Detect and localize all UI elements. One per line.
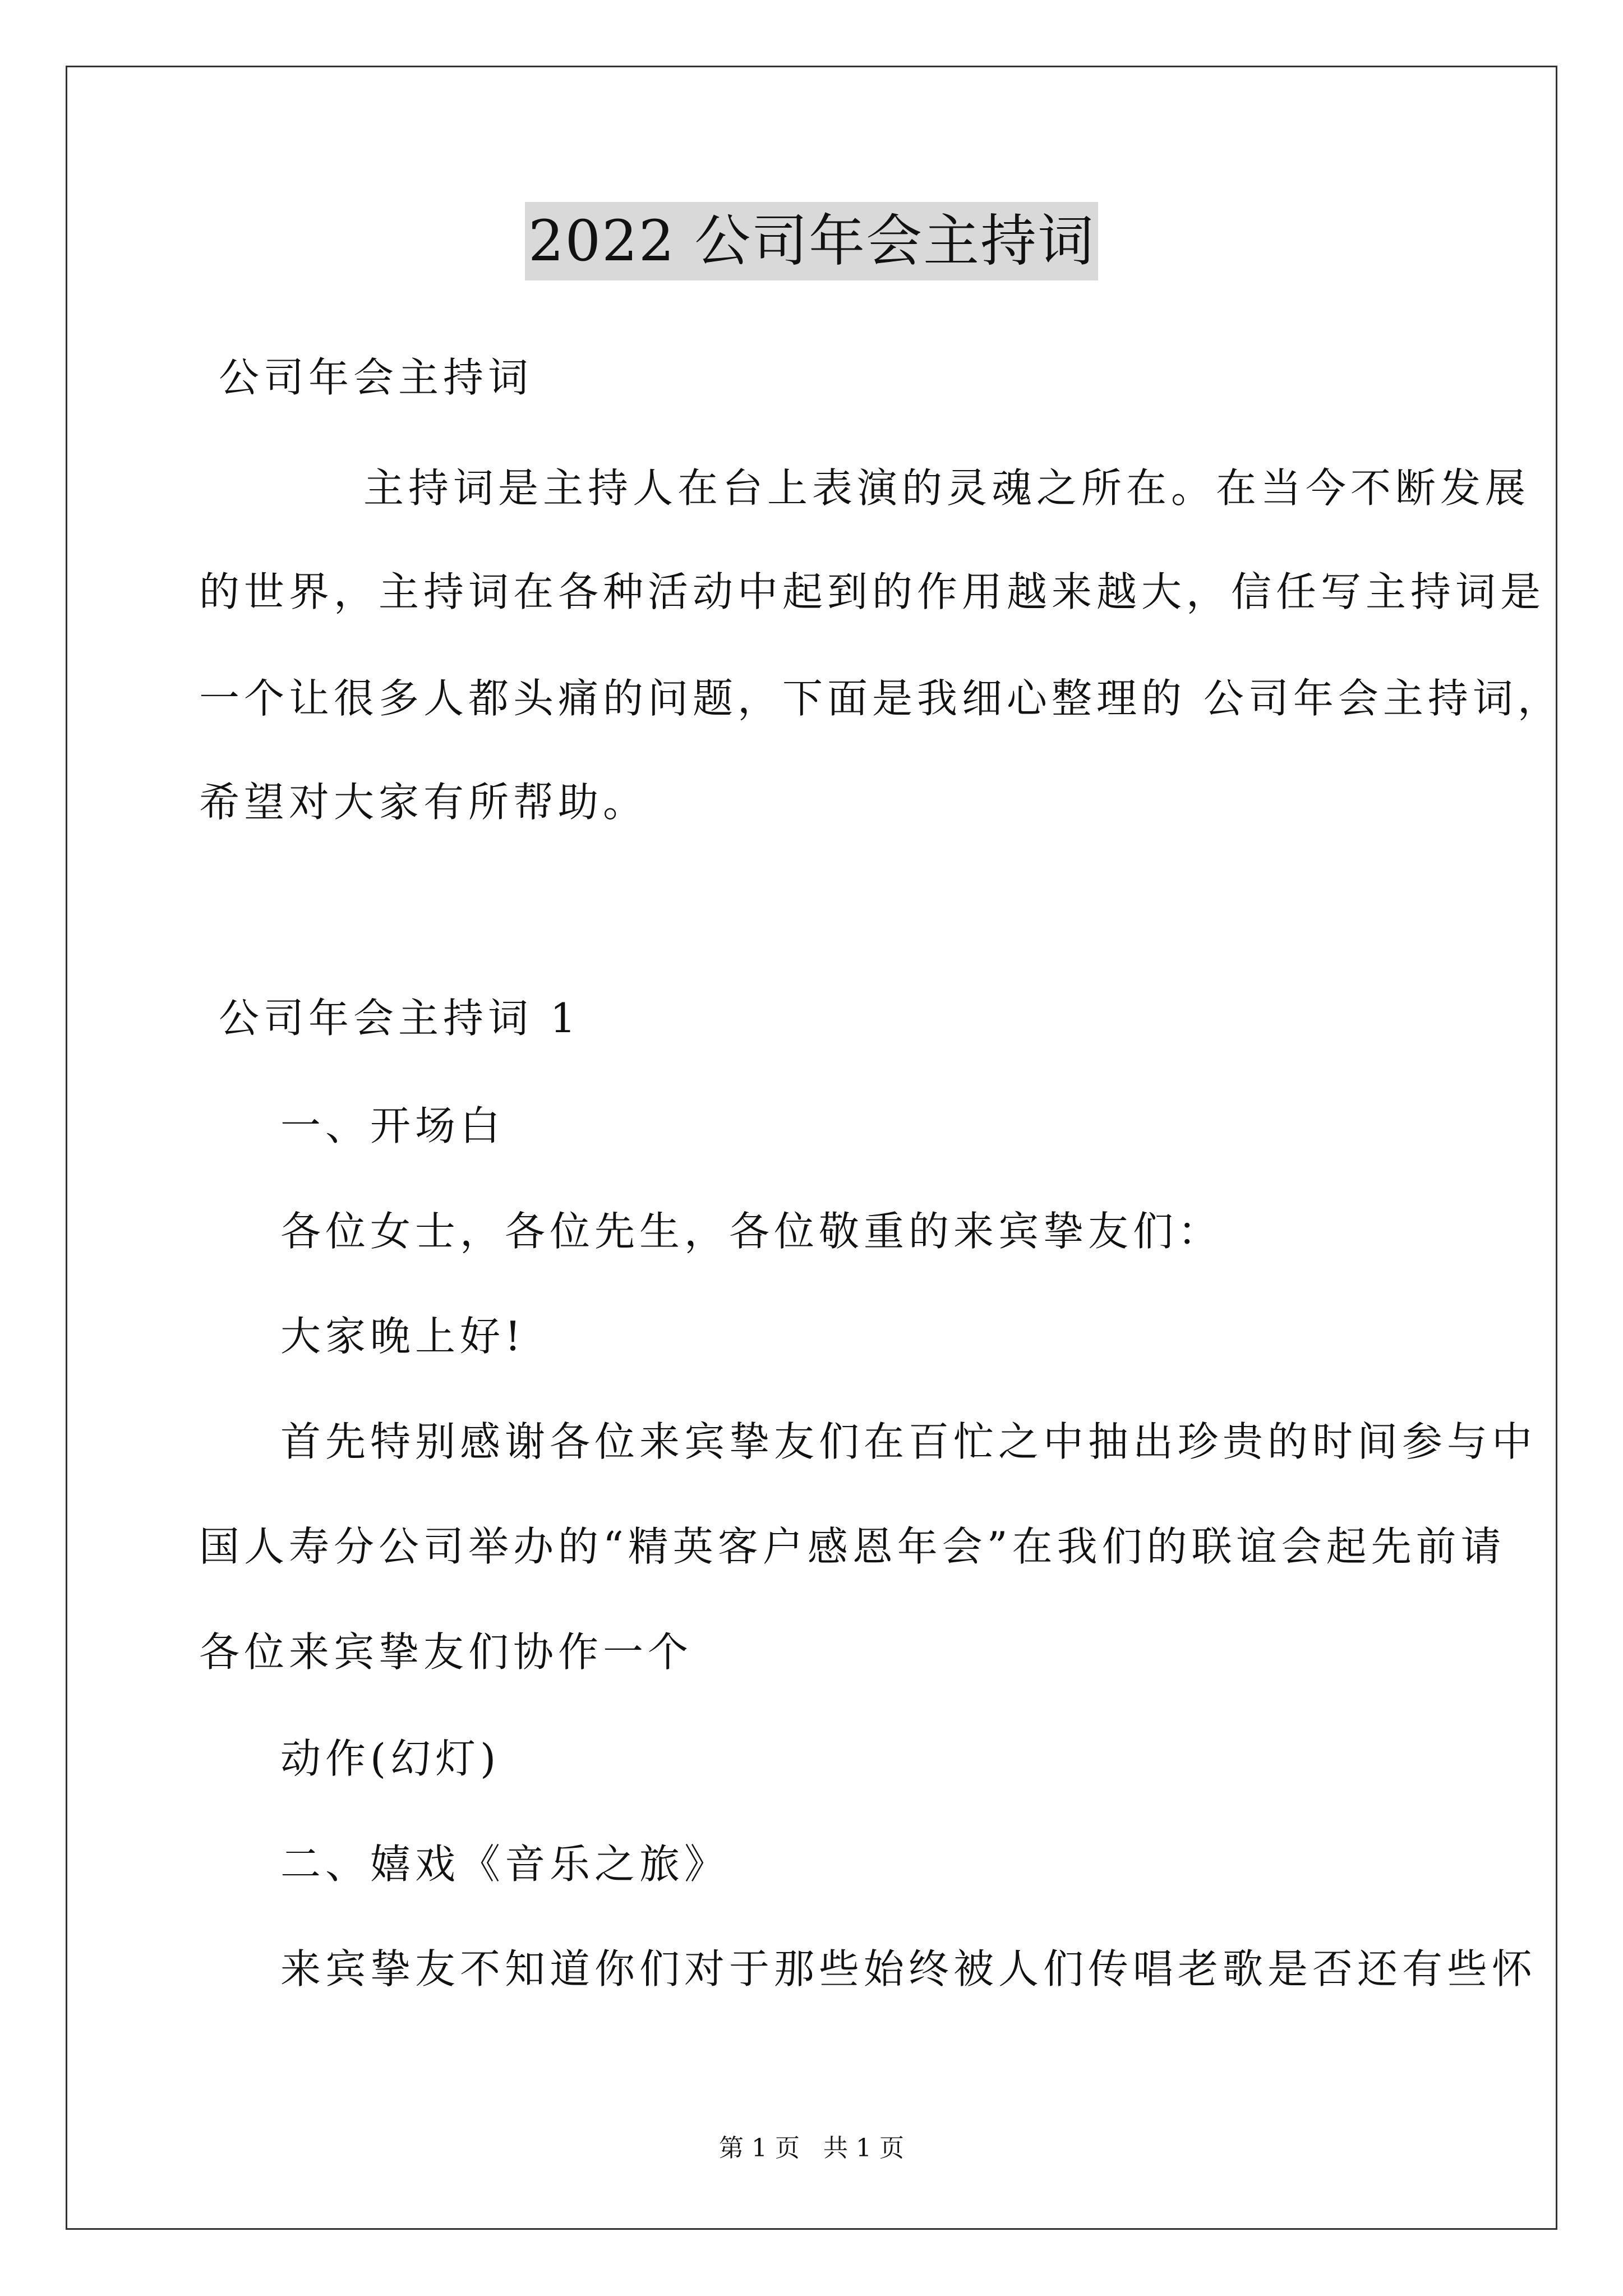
section-subheading: 二、嬉戏《音乐之旅》: [280, 1841, 730, 1888]
section-heading: 公司年会主持词 1: [219, 995, 580, 1042]
paragraph-line: 各位来宾挚友们协作一个: [199, 1628, 693, 1676]
paragraph-line: 主持词是主持人在台上表演的灵魂之所在。在当今不断发展: [363, 464, 1530, 512]
paragraph-line: 首先特别感谢各位来宾挚友们在百忙之中抽出珍贵的时间参与中: [280, 1418, 1537, 1465]
section-subheading: 一、开场白: [280, 1102, 505, 1149]
paragraph-line: 大家晚上好!: [280, 1313, 525, 1360]
paragraph-line: 希望对大家有所帮助。: [199, 779, 648, 826]
paragraph-line: 各位女士，各位先生，各位敬重的来宾挚友们：: [280, 1208, 1223, 1255]
paragraph-line: 一个让很多人都头痛的问题，下面是我细心整理的 公司年会主持词，: [199, 675, 1562, 722]
title-wrap: [0, 202, 1623, 280]
paragraph-line: 动作(幻灯): [280, 1735, 501, 1782]
paragraph-line: 国人寿分公司举办的“精英客户感恩年会”在我们的联谊会起先前请: [199, 1523, 1506, 1570]
paragraph-line: 的世界，主持词在各种活动中起到的作用越来越大，信任写主持词是: [199, 568, 1546, 615]
paragraph-line: 来宾挚友不知道你们对于那些始终被人们传唱老歌是否还有些怀: [280, 1945, 1537, 1993]
document-title: 2022 公司年会主持词: [525, 202, 1098, 280]
page-footer: 第 1 页 共 1 页: [719, 2134, 904, 2162]
subtitle-line: 公司年会主持词: [219, 354, 533, 401]
